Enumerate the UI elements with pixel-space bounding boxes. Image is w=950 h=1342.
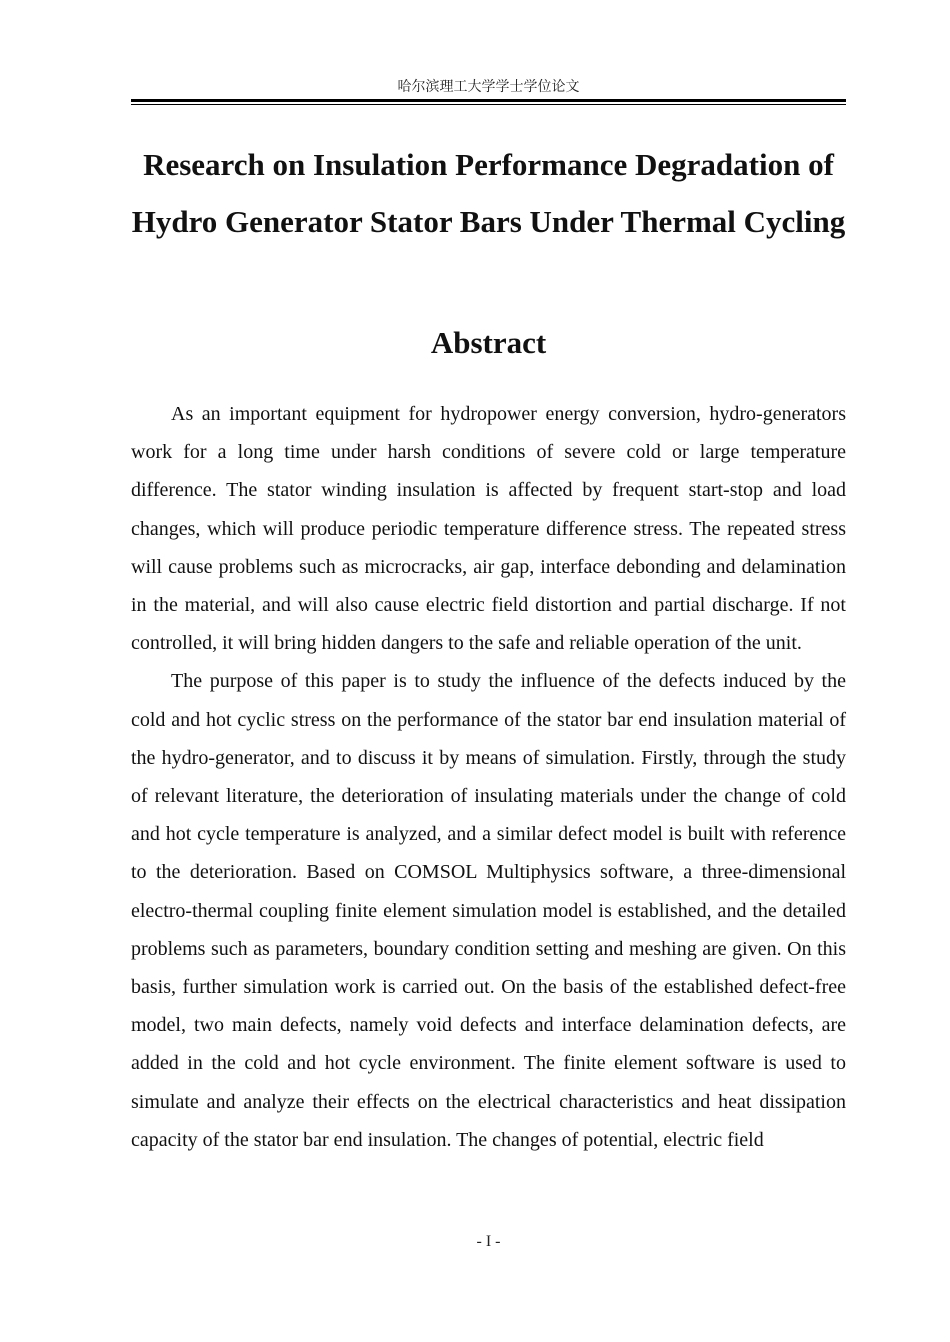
running-header: 哈尔滨理工大学学士学位论文	[397, 79, 580, 95]
thesis-title: Research on Insulation Performance Degradation of Hydro Generator Stator Bars Under Thermal Cycling	[131, 147, 846, 239]
abstract-paragraph-2: The purpose of this paper is to study the influence of the defects induced by the cold and hot cyclic stress on the performance of the stator bar end insulation material of the hydro-generator, and to discuss it by means of simulation. Firstly, through the study of relevant literature, the deterioration of insulating materials under the change of cold and hot cycle temperature is analyzed, and a similar defect model is built with reference to the deterioration. Based on COMSOL Multiphysics software, a three-dimensional electro-thermal coupling finite element simulation model is established, and the detailed problems such as parameters, boundary condition setting and meshing are given. On this basis, further simulation work is carried out. On the basis of the established defect-free model, two main defects, namely void defects and interface delamination defects, are added in the cold and hot cycle environment. The finite element software is used to simulate and analyze their effects on the electrical characteristics and heat dissipation capacity of the stator bar end insulation. The changes of potential, electric field	[131, 670, 846, 1151]
page-number: - I -	[476, 1233, 501, 1250]
header-rule-thin	[131, 104, 846, 105]
abstract-body	[131, 395, 846, 1159]
header-rule-thick	[131, 99, 846, 102]
abstract-paragraph-1: As an important equipment for hydropower energy conversion, hydro-generators work for a long time under harsh conditions of severe cold or large temperature difference. The stator winding insulation is affected by frequent start-stop and load changes, which will produce periodic temperature difference stress. The repeated stress will cause problems such as microcracks, air gap, interface debonding and delamination in the material, and will also cause electric field distortion and partial discharge. If not controlled, it will bring hidden dangers to the safe and reliable operation of the unit.	[131, 403, 846, 655]
abstract-heading: Abstract	[430, 325, 547, 360]
